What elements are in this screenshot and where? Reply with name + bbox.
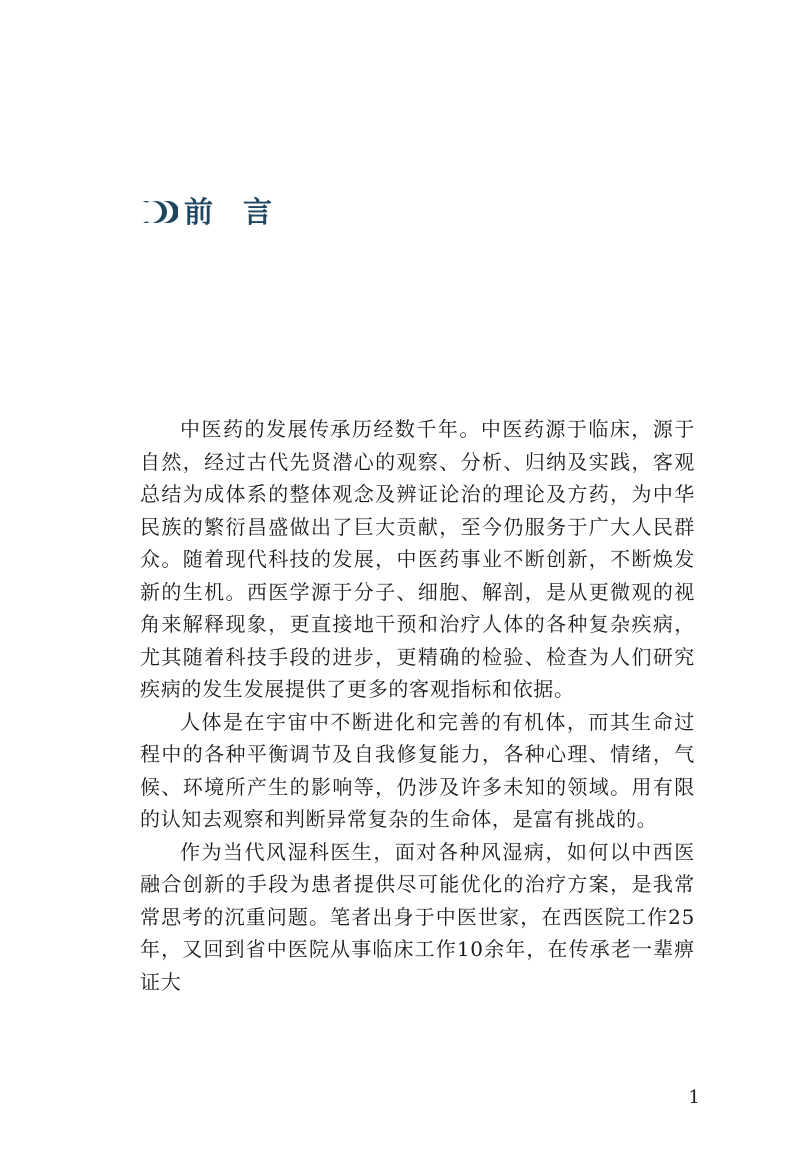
body-text — [140, 413, 695, 998]
page-number: 1 — [688, 1087, 700, 1108]
paragraph-3: 作为当代风湿科医生，面对各种风湿病，如何以中西医融合创新的手段为患者提供尽可能优化的治疗方案，是我常常思考的沉重问题。笔者出身于中医世家，在西医院工作25年，又回到省中医院从事临床工作10余年，在传承老一辈痹证大 — [140, 839, 695, 994]
paragraph-2: 人体是在宇宙中不断进化和完善的有机体，而其生命过程中的各种平衡调节及自我修复能力，各种心理、情绪，气候、环境所产生的影响等，仍涉及许多未知的领域。用有限的认知去观察和判断异常复杂的生命体，是富有挑战的。 — [140, 709, 695, 831]
double-crescent-bullet-icon — [138, 198, 178, 226]
paragraph-1: 中医药的发展传承历经数千年。中医药源于临床，源于自然，经过古代先贤潜心的观察、分析、归纳及实践，客观总结为成体系的整体观念及辨证论治的理论及方药，为中华民族的繁衍昌盛做出了巨大贡献，至今仍服务于广大人民群众。随着现代科技的发展，中医药事业不断创新，不断焕发新的生机。西医学源于分子、细胞、解剖，是从更微观的视角来解释现象，更直接地干预和治疗人体的各种复杂疾病，尤其随着科技手段的进步，更精确的检验、检查为人们研究疾病的发生发展提供了更多的客观指标和依据。 — [140, 417, 695, 701]
page-title: 前言 — [184, 195, 303, 229]
preface-heading — [138, 192, 302, 232]
